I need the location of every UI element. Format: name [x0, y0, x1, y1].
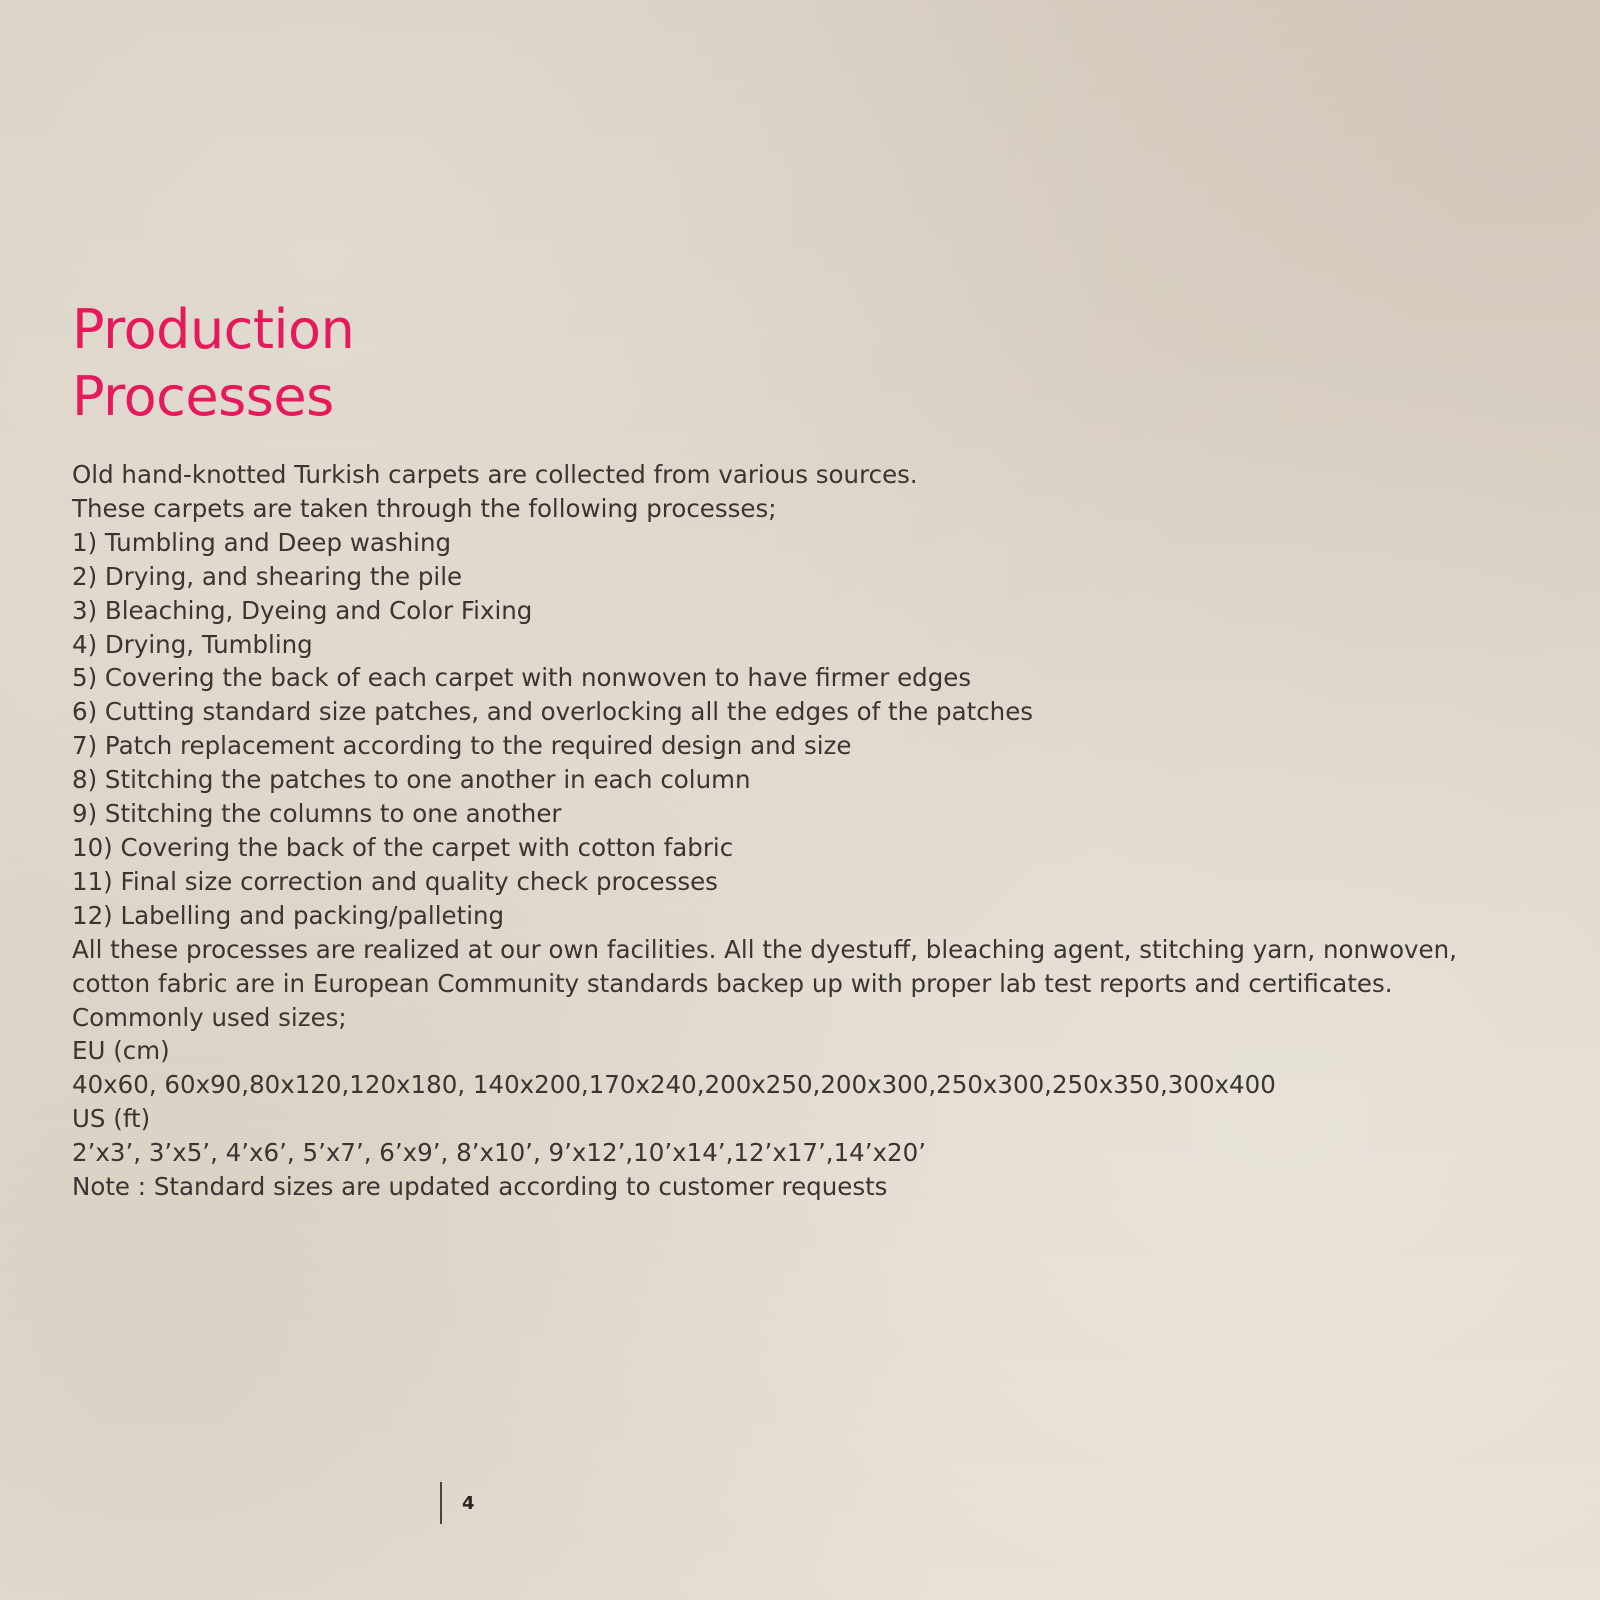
page-title-line-1: Production [72, 298, 355, 361]
process-step-3: 3) Bleaching, Dyeing and Color Fixing [72, 595, 533, 625]
page-title [72, 296, 354, 430]
process-step-9: 9) Stitching the columns to one another [72, 799, 562, 829]
intro-line-1: Old hand-knotted Turkish carpets are collected from various sources. [72, 460, 918, 489]
sizes-note: Note : Standard sizes are updated according to customer requests [72, 1172, 888, 1202]
process-step-2: 2) Drying, and shearing the pile [72, 561, 463, 591]
sizes-eu-values: 40x60, 60x90,80x120,120x180, 140x200,170x240,200x250,200x300,250x300,250x350,300x400 [72, 1070, 1276, 1100]
intro-line-2: These carpets are taken through the following processes; [72, 493, 777, 523]
page-number: 4 [462, 1492, 475, 1514]
page-title-line-2: Processes [72, 365, 334, 428]
facilities-line-2: cotton fabric are in European Community standards backep up with proper lab test reports and certificates. [72, 968, 1393, 998]
process-step-11: 11) Final size correction and quality check processes [72, 866, 718, 896]
sizes-heading: Commonly used sizes; [72, 1002, 347, 1032]
body-text [72, 458, 1552, 1204]
page-footer [440, 1482, 475, 1524]
process-step-6: 6) Cutting standard size patches, and overlocking all the edges of the patches [72, 697, 1034, 727]
process-step-5: 5) Covering the back of each carpet with nonwoven to have firmer edges [72, 663, 972, 693]
process-step-12: 12) Labelling and packing/palleting [72, 900, 505, 930]
process-step-1: 1) Tumbling and Deep washing [72, 527, 452, 557]
sizes-us-label: US (ft) [72, 1104, 151, 1134]
sizes-eu-label: EU (cm) [72, 1036, 170, 1066]
process-step-7: 7) Patch replacement according to the required design and size [72, 731, 852, 761]
facilities-line-1: All these processes are realized at our own facilities. All the dyestuff, bleaching agent, stitching yarn, nonwoven, [72, 934, 1457, 964]
process-step-4: 4) Drying, Tumbling [72, 629, 313, 659]
process-step-8: 8) Stitching the patches to one another in each column [72, 765, 751, 795]
footer-divider [440, 1482, 442, 1524]
process-step-10: 10) Covering the back of the carpet with cotton fabric [72, 832, 734, 862]
sizes-us-values: 2’x3’, 3’x5’, 4’x6’, 5’x7’, 6’x9’, 8’x10’, 9’x12’,10’x14’,12’x17’,14’x20’ [72, 1138, 927, 1168]
